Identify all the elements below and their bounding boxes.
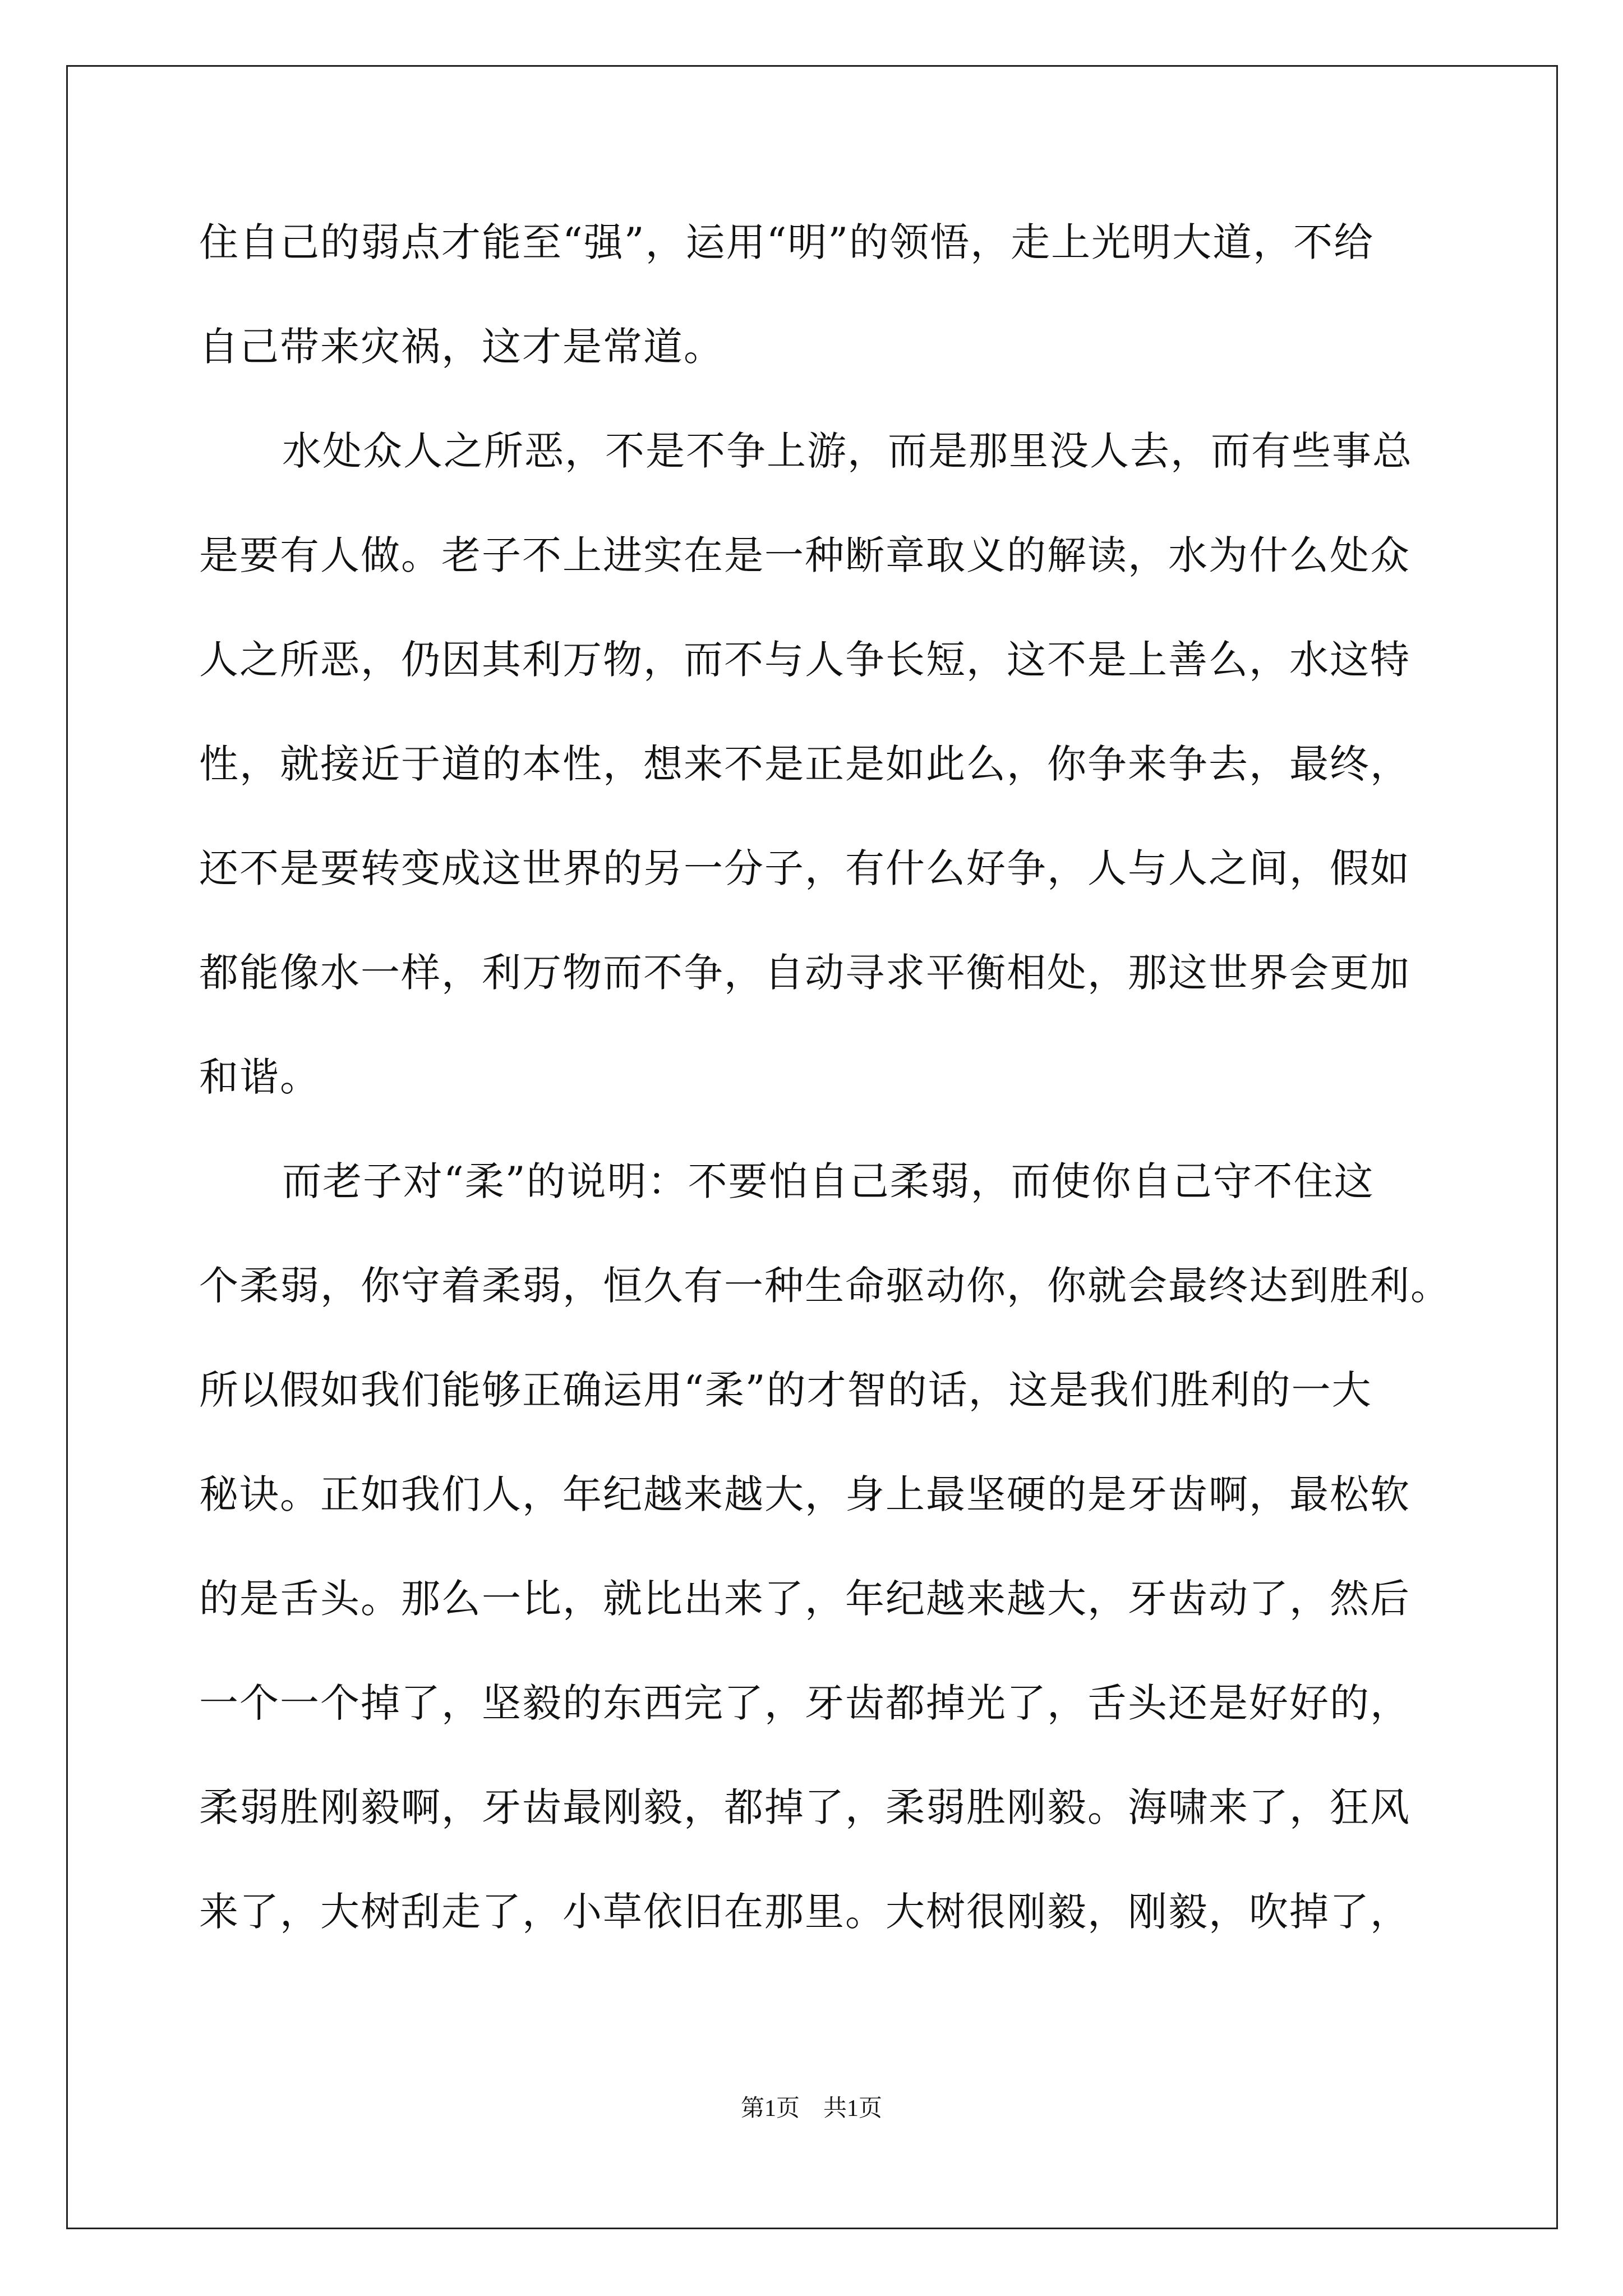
text-line: 个柔弱，你守着柔弱，恒久有一种生命驱动你，你就会最终达到胜利。 xyxy=(199,1263,1451,1309)
text-line: 还不是要转变成这世界的另一分子，有什么好争，人与人之间，假如 xyxy=(199,845,1410,891)
text-line: 自己带来灾祸，这才是常道。 xyxy=(199,324,724,370)
text-line: 所以假如我们能够正确运用“柔”的才智的话，这是我们胜利的一大 xyxy=(199,1367,1372,1413)
paragraph-start-line: 水处众人之所恶，不是不争上游，而是那里没人去，而有些事总 xyxy=(282,428,1413,474)
text-line: 住自己的弱点才能至“强”，运用“明”的领悟，走上光明大道，不给 xyxy=(199,219,1375,265)
text-line: 秘诀。正如我们人，年纪越来越大，身上最坚硬的是牙齿啊，最松软 xyxy=(199,1471,1410,1517)
text-line: 性，就接近于道的本性，想来不是正是如此么，你争来争去，最终， xyxy=(199,741,1410,787)
paragraph-start-line: 而老子对“柔”的说明：不要怕自己柔弱，而使你自己守不住这 xyxy=(282,1158,1375,1204)
page-number-footer: 第1页 共1页 xyxy=(740,2096,882,2122)
text-line: 和谐。 xyxy=(199,1054,320,1100)
text-line: 人之所恶，仍因其利万物，而不与人争长短，这不是上善么，水这特 xyxy=(199,637,1410,683)
text-line: 来了，大树刮走了，小草依旧在那里。大树很刚毅，刚毅，吹掉了， xyxy=(199,1889,1410,1935)
text-line: 一个一个掉了，坚毅的东西完了，牙齿都掉光了，舌头还是好好的， xyxy=(199,1680,1410,1726)
text-line: 的是舌头。那么一比，就比出来了，年纪越来越大，牙齿动了，然后 xyxy=(199,1576,1410,1622)
text-line: 都能像水一样，利万物而不争，自动寻求平衡相处，那这世界会更加 xyxy=(199,950,1410,996)
document-body xyxy=(199,219,1489,1993)
text-line: 是要有人做。老子不上进实在是一种断章取义的解读，水为什么处众 xyxy=(199,532,1410,578)
text-line: 柔弱胜刚毅啊，牙齿最刚毅，都掉了，柔弱胜刚毅。海啸来了，狂风 xyxy=(199,1784,1410,1830)
